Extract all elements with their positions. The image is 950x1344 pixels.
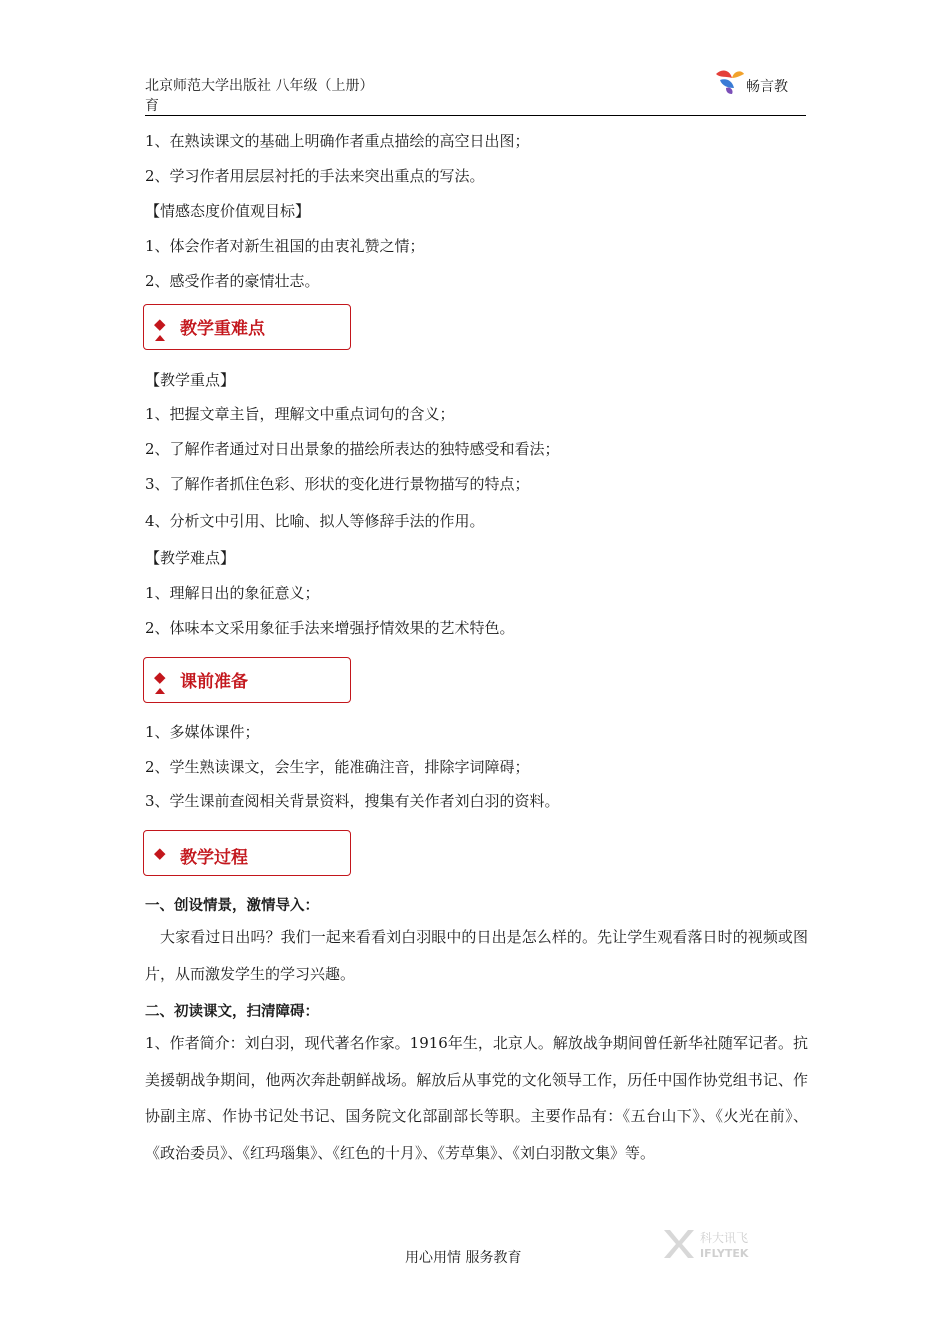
objective-line: 2、学习作者用层层衬托的手法来突出重点的写法。: [145, 167, 485, 185]
iflytek-logo-cn: 科大讯飞: [700, 1231, 749, 1245]
subsection-heading: 【教学难点】: [145, 549, 236, 567]
prep-line: 1、多媒体课件；: [145, 723, 260, 741]
difficulty-line: 1、理解日出的象征意义；: [145, 584, 320, 602]
section-title: 教学过程: [180, 848, 248, 868]
objective-line: 2、感受作者的豪情壮志。: [145, 272, 320, 290]
iflytek-logo-en: IFLYTEK: [700, 1247, 749, 1260]
objective-line: 1、体会作者对新生祖国的由衷礼赞之情；: [145, 237, 425, 255]
section-header-preparation: [143, 657, 351, 703]
header-divider: [145, 115, 806, 116]
triangle-icon: [155, 688, 165, 694]
difficulty-line: 2、体味本文采用象征手法来增强抒情效果的艺术特色。: [145, 619, 515, 637]
objective-line: 1、在熟读课文的基础上明确作者重点描绘的高空日出图；: [145, 132, 530, 150]
diamond-icon: ◆: [154, 315, 166, 333]
section-title: 教学重难点: [180, 319, 265, 339]
key-point-line: 2、了解作者通过对日出景象的描绘所表达的独特感受和看法；: [145, 440, 560, 458]
key-point-line: 1、把握文章主旨，理解文中重点词句的含义；: [145, 405, 455, 423]
iflytek-logo-icon: [662, 1226, 772, 1262]
section-title: 课前准备: [180, 672, 248, 692]
header-publisher-line1: 北京师范大学出版社 八年级（上册）: [145, 78, 374, 94]
key-point-line: 4、分析文中引用、比喻、拟人等修辞手法的作用。: [145, 512, 485, 530]
section-header-key-points: [143, 304, 351, 350]
step-heading: 一、创设情景，激情导入：: [145, 898, 319, 914]
subsection-heading: 【教学重点】: [145, 371, 236, 389]
prep-line: 3、学生课前查阅相关背景资料，搜集有关作者刘白羽的资料。: [145, 792, 560, 810]
step-paragraph: 大家看过日出吗？我们一起来看看刘白羽眼中的日出是怎么样的。先让学生观看落日时的视频或图片，从而激发学生的学习兴趣。: [145, 928, 808, 983]
triangle-icon: [155, 335, 165, 341]
header-publisher: [145, 76, 445, 116]
footer-motto: 用心用情 服务教育: [405, 1250, 522, 1266]
objective-heading: 【情感态度价值观目标】: [145, 202, 311, 220]
key-point-line: 3、了解作者抓住色彩、形状的变化进行景物描写的特点；: [145, 475, 530, 493]
section-header-process: [143, 830, 351, 876]
changyan-logo-icon: [712, 66, 746, 96]
header-publisher-line2: 育: [145, 98, 159, 114]
header-brand: 畅言教: [746, 79, 788, 95]
step-heading: 二、初读课文，扫清障碍：: [145, 1004, 319, 1020]
prep-line: 2、学生熟读课文，会生字，能准确注音，排除字词障碍；: [145, 758, 530, 776]
diamond-icon: ◆: [154, 668, 166, 686]
diamond-icon: ◆: [154, 844, 166, 862]
step-paragraph: 1、作者简介：刘白羽，现代著名作家。1916年生，北京人。解放战争期间曾任新华社随军记者。抗美援朝战争期间，他两次奔赴朝鲜战场。解放后从事党的文化领导工作，历任中国作协党组书记、作协副主席、作协书记处书记、国务院文化部副部长等职。主要作品有：《五台山下》、《火光在前》、《政治委员》、《红玛瑙集》、《红色的十月》、《芳草集》、《刘白羽散文集》等。: [145, 1034, 808, 1162]
